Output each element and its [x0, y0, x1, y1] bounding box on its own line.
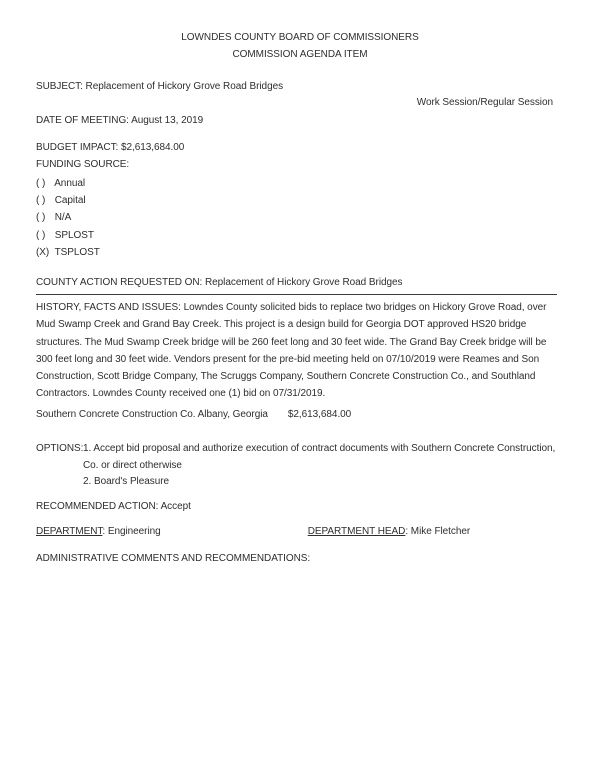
document-title: LOWNDES COUNTY BOARD OF COMMISSIONERS [181, 32, 419, 43]
checkbox-mark: ( ) [36, 195, 46, 207]
funding-option-splost [36, 227, 565, 244]
funding-option-label: Annual [54, 178, 86, 189]
funding-option-label: SPLOST [54, 229, 94, 241]
funding-option-annual [36, 175, 565, 192]
document-subtitle: COMMISSION AGENDA ITEM [232, 48, 368, 60]
recommended-action: RECOMMENDED ACTION: Accept [36, 501, 191, 512]
bid-result-line [36, 408, 565, 421]
bidder-name: Southern Concrete Construction Co. Albany, Georgia [36, 409, 268, 420]
department-head-label: DEPARTMENT HEAD [307, 526, 406, 537]
options-label: OPTIONS: [36, 443, 84, 454]
option-item-2: 2. Board's Pleasure [83, 476, 170, 488]
checkbox-mark-checked: (X) [36, 246, 50, 258]
administrative-comments: ADMINISTRATIVE COMMENTS AND RECOMMENDATIONS: [36, 553, 311, 564]
checkbox-mark: ( ) [36, 229, 46, 241]
funding-source-list [36, 175, 565, 261]
department-head-field [308, 526, 470, 537]
document-header [0, 30, 600, 63]
options-section [36, 441, 565, 491]
subject-line: SUBJECT: Replacement of Hickory Grove Road Bridges [36, 81, 284, 92]
funding-option-capital [36, 192, 565, 209]
department-value: : Engineering [102, 526, 161, 537]
funding-option-tsplost [36, 244, 565, 261]
session-type: Work Session/Regular Session [416, 97, 553, 108]
department-row [36, 525, 565, 538]
funding-option-label: TSPLOST [54, 246, 100, 258]
bid-amount: $2,613,684.00 [287, 409, 352, 420]
checkbox-mark: ( ) [36, 178, 46, 189]
meeting-date: DATE OF MEETING: August 13, 2019 [36, 115, 204, 126]
department-field [36, 525, 305, 538]
checkbox-mark: ( ) [36, 212, 46, 224]
options-list [83, 441, 565, 491]
budget-impact: BUDGET IMPACT: $2,613,684.00 [36, 142, 185, 153]
department-head-value: : Mike Fletcher [405, 526, 471, 537]
funding-option-label: Capital [54, 195, 86, 207]
funding-source-label: FUNDING SOURCE: [36, 159, 130, 170]
funding-option-na [36, 209, 565, 226]
department-label: DEPARTMENT [36, 526, 103, 537]
funding-option-label: N/A [54, 212, 72, 224]
history-facts-issues: HISTORY, FACTS AND ISSUES: Lowndes County solicited bids to replace two bridges on Hickory Grove Road, over Mud Swamp Creek and Grand Bay Creek. This project is a design build for Georgia DOT approved HS20 bridge structures. The Mud Swamp Creek bridge will be 260 feet long and 30 feet wide. The Grand Bay Creek bridge will be 300 feet long and 30 feet wide. Vendors present for the pre-bid meeting held on 07/10/2019 were Reames and Son Construction, Scott Bridge Company, The Scruggs Company, Southern Concrete Construction Co., and Southland Contractors. Lowndes County received one (1) bid on 07/31/2019. [36, 302, 547, 400]
county-action-requested: COUNTY ACTION REQUESTED ON: Replacement of Hickory Grove Road Bridges [36, 276, 557, 295]
option-item-1: 1. Accept bid proposal and authorize execution of contract documents with Southern Concrete Construction, Co. or direct otherwise [83, 443, 556, 471]
